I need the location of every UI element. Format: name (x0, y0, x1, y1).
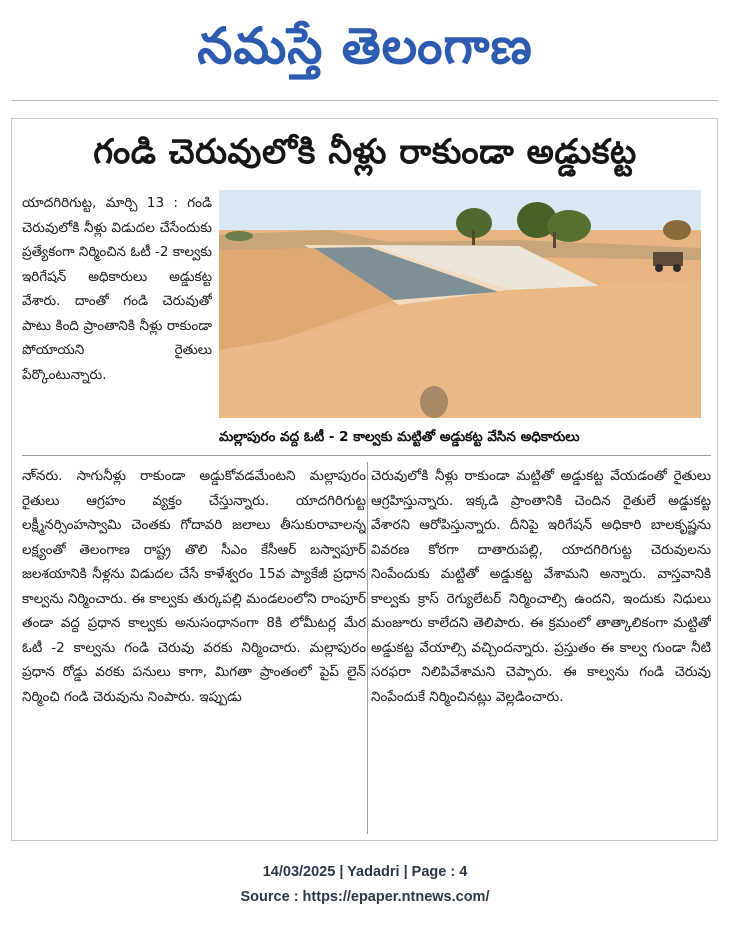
article-headline: గండి చెరువులోకి నీళ్లు రాకుండా అడ్డుకట్ట (93, 132, 637, 172)
article-photo (219, 190, 701, 418)
canal-photo-illustration (219, 190, 701, 418)
article-column-right: చెరువులోకి నీళ్లు రాకుండా మట్టితో అడ్డుకట్ట వేయడంతో రైతులు ఆగ్రహిస్తున్నారు. ఇక్కడి ప్రాంతానికి చెందిన రైతులే అడ్డుకట్ట వేశారని ఆరోపిస్తున్నారు. దీనిపై ఇరిగేషన్ అధికారి బాలకృష్ణను వివరణ కోరగా దాతారుపల్లి, యాదగిరిగుట్ట చెరువులను నింపేందుకు మట్టితో అడ్డుకట్ట వేశామని అన్నారు. వాస్తవానికి కాల్వకు క్రాస్ రెగ్యులేటర్ నిర్మించాల్సి ఉందని, ఇందుకు నిధులు మంజూరు కాలేదని తెలిపారు. ఈ క్రమంలో తాత్కాలికంగా మట్టితో అడ్డుకట్ట వేయాల్సి వచ్చిందన్నారు. ప్రస్తుతం ఈ కాల్వ గుండా నీటి సరఫరా నిలిపివేశామని చెప్పారు. ఈ కాల్వను గండి చెరువు నింపేందుకే నిర్మించినట్లు వెల్లడించారు. (371, 468, 711, 705)
masthead-logo: నమస్తే తెలంగాణ (197, 17, 533, 75)
caption-divider (22, 455, 711, 456)
masthead (0, 0, 730, 92)
page-footer (0, 860, 730, 910)
column-divider (367, 462, 368, 834)
article-column-left: నా్నరు. సాగునీళ్లు రాకుండా అడ్డుకోవడమేంటని మల్లాపురం రైతులు ఆగ్రహం వ్యక్తం చేస్తున్నారు. యాదగిరిగుట్ట లక్ష్మీనర్సింహస్వామి చెంతకు గోదావరి జలాలు తీసుకురావాలన్న లక్ష్యంతో తెలంగాణ రాష్ట్ర తొలి సీఎం కేసీఆర్ బస్వాపూర్ జలశయానికి నీళ్లను విడుదల చేసే కాళేశ్వరం 15వ ప్యాకేజీ ప్రధాన కాల్వను నిర్మించారు. ఈ కాల్వకు తుర్కపల్లి మండలంలోని రాంపూర్ తండా వద్ద ప్రధాన కాల్వకు అనుసంధానంగా 8కి లోమీటర్ల మేర ఓటీ -2 కాల్వను గండి చెరువు వరకు నిర్మించారు. మల్లాపురం ప్రధాన రోడ్డు వరకు పనులు కాగా, మిగతా ప్రాంతంలో పైప్ లైన్ నిర్మించి గండి చెరువును నింపారు. ఇప్పుడు (22, 468, 366, 705)
article-lead-paragraph: యాదగిరిగుట్ట, మార్చి 13 : గండి చెరువులోకి నీళ్లు విడుదల చేసేందుకు ప్రత్యేకంగా నిర్మించిన ఓటీ -2 కాల్వకు ఇరిగేషన్ అధికారులు అడ్డుకట్ట వేశారు. దాంతో గండి చెరువుతో పాటు కింది ప్రాంతానికి నీళ్లు రాకుండా పోయాయని రైతులు పేర్కొంటున్నారు. (22, 195, 212, 383)
masthead-divider (12, 100, 718, 101)
footer-date-edition-page: 14/03/2025 | Yadadri | Page : 4 (262, 864, 468, 880)
photo-caption: మల్లాపురం వద్ద ఓటీ - 2 కాల్వకు మట్టితో అడ్డుకట్ట వేసిన అధికారులు (219, 429, 580, 445)
footer-source-link[interactable]: Source : https://epaper.ntnews.com/ (240, 889, 490, 905)
